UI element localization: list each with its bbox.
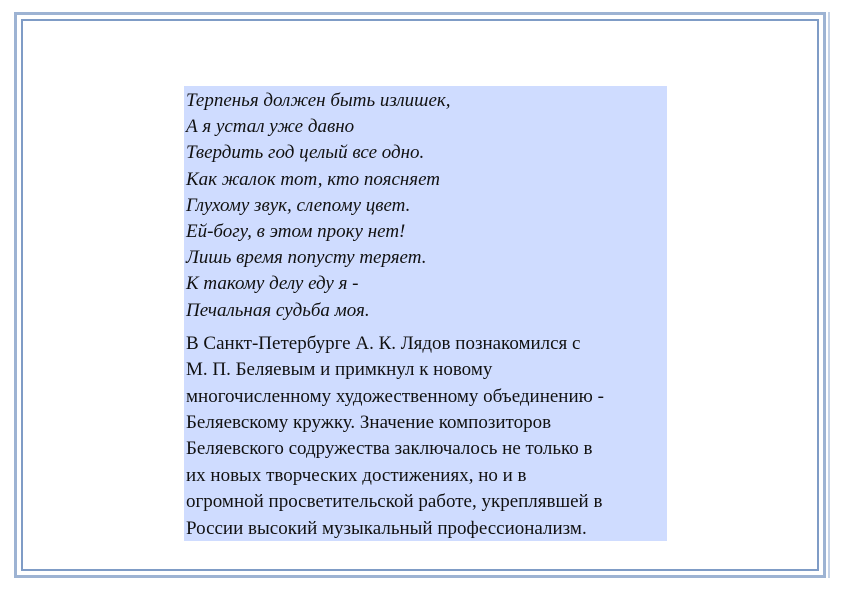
poem-line: Лишь время попусту теряет. (186, 247, 427, 269)
poem (186, 88, 665, 324)
poem-line: Твердить год целый все одно. (186, 142, 425, 164)
poem-line: Терпенья должен быть излишек, (186, 90, 451, 111)
paragraph-line: огромной просветительской работе, укреплявшей в (186, 491, 603, 513)
paragraph-line: В Санкт-Петербурге А. К. Лядов познакомился с (186, 332, 581, 354)
highlighted-text-block (184, 86, 667, 541)
paragraph-line: М. П. Беляевым и примкнул к новому (186, 359, 493, 381)
paragraph-line: Беляевскому кружку. Значение композиторов (186, 412, 552, 434)
poem-line: Как жалок тот, кто поясняет (186, 168, 441, 190)
frame-shadow (824, 12, 830, 578)
paragraph-line: России высокий музыкальный профессионализм. (186, 517, 587, 539)
poem-line: Ей-богу, в этом проку нет! (186, 221, 406, 243)
poem-line: К такому делу еду я - (186, 273, 359, 295)
paragraph-line: Беляевского содружества заключалось не только в (186, 438, 593, 460)
poem-line: Печальная судьба моя. (186, 299, 370, 321)
poem-line: Глухому звук, слепому цвет. (186, 194, 411, 216)
poem-line: А я устал уже давно (186, 116, 355, 138)
biography-paragraph (186, 331, 665, 542)
paragraph-line: их новых творческих достижениях, но и в (186, 464, 527, 486)
paragraph-line: многочисленному художественному объединению - (186, 385, 604, 407)
